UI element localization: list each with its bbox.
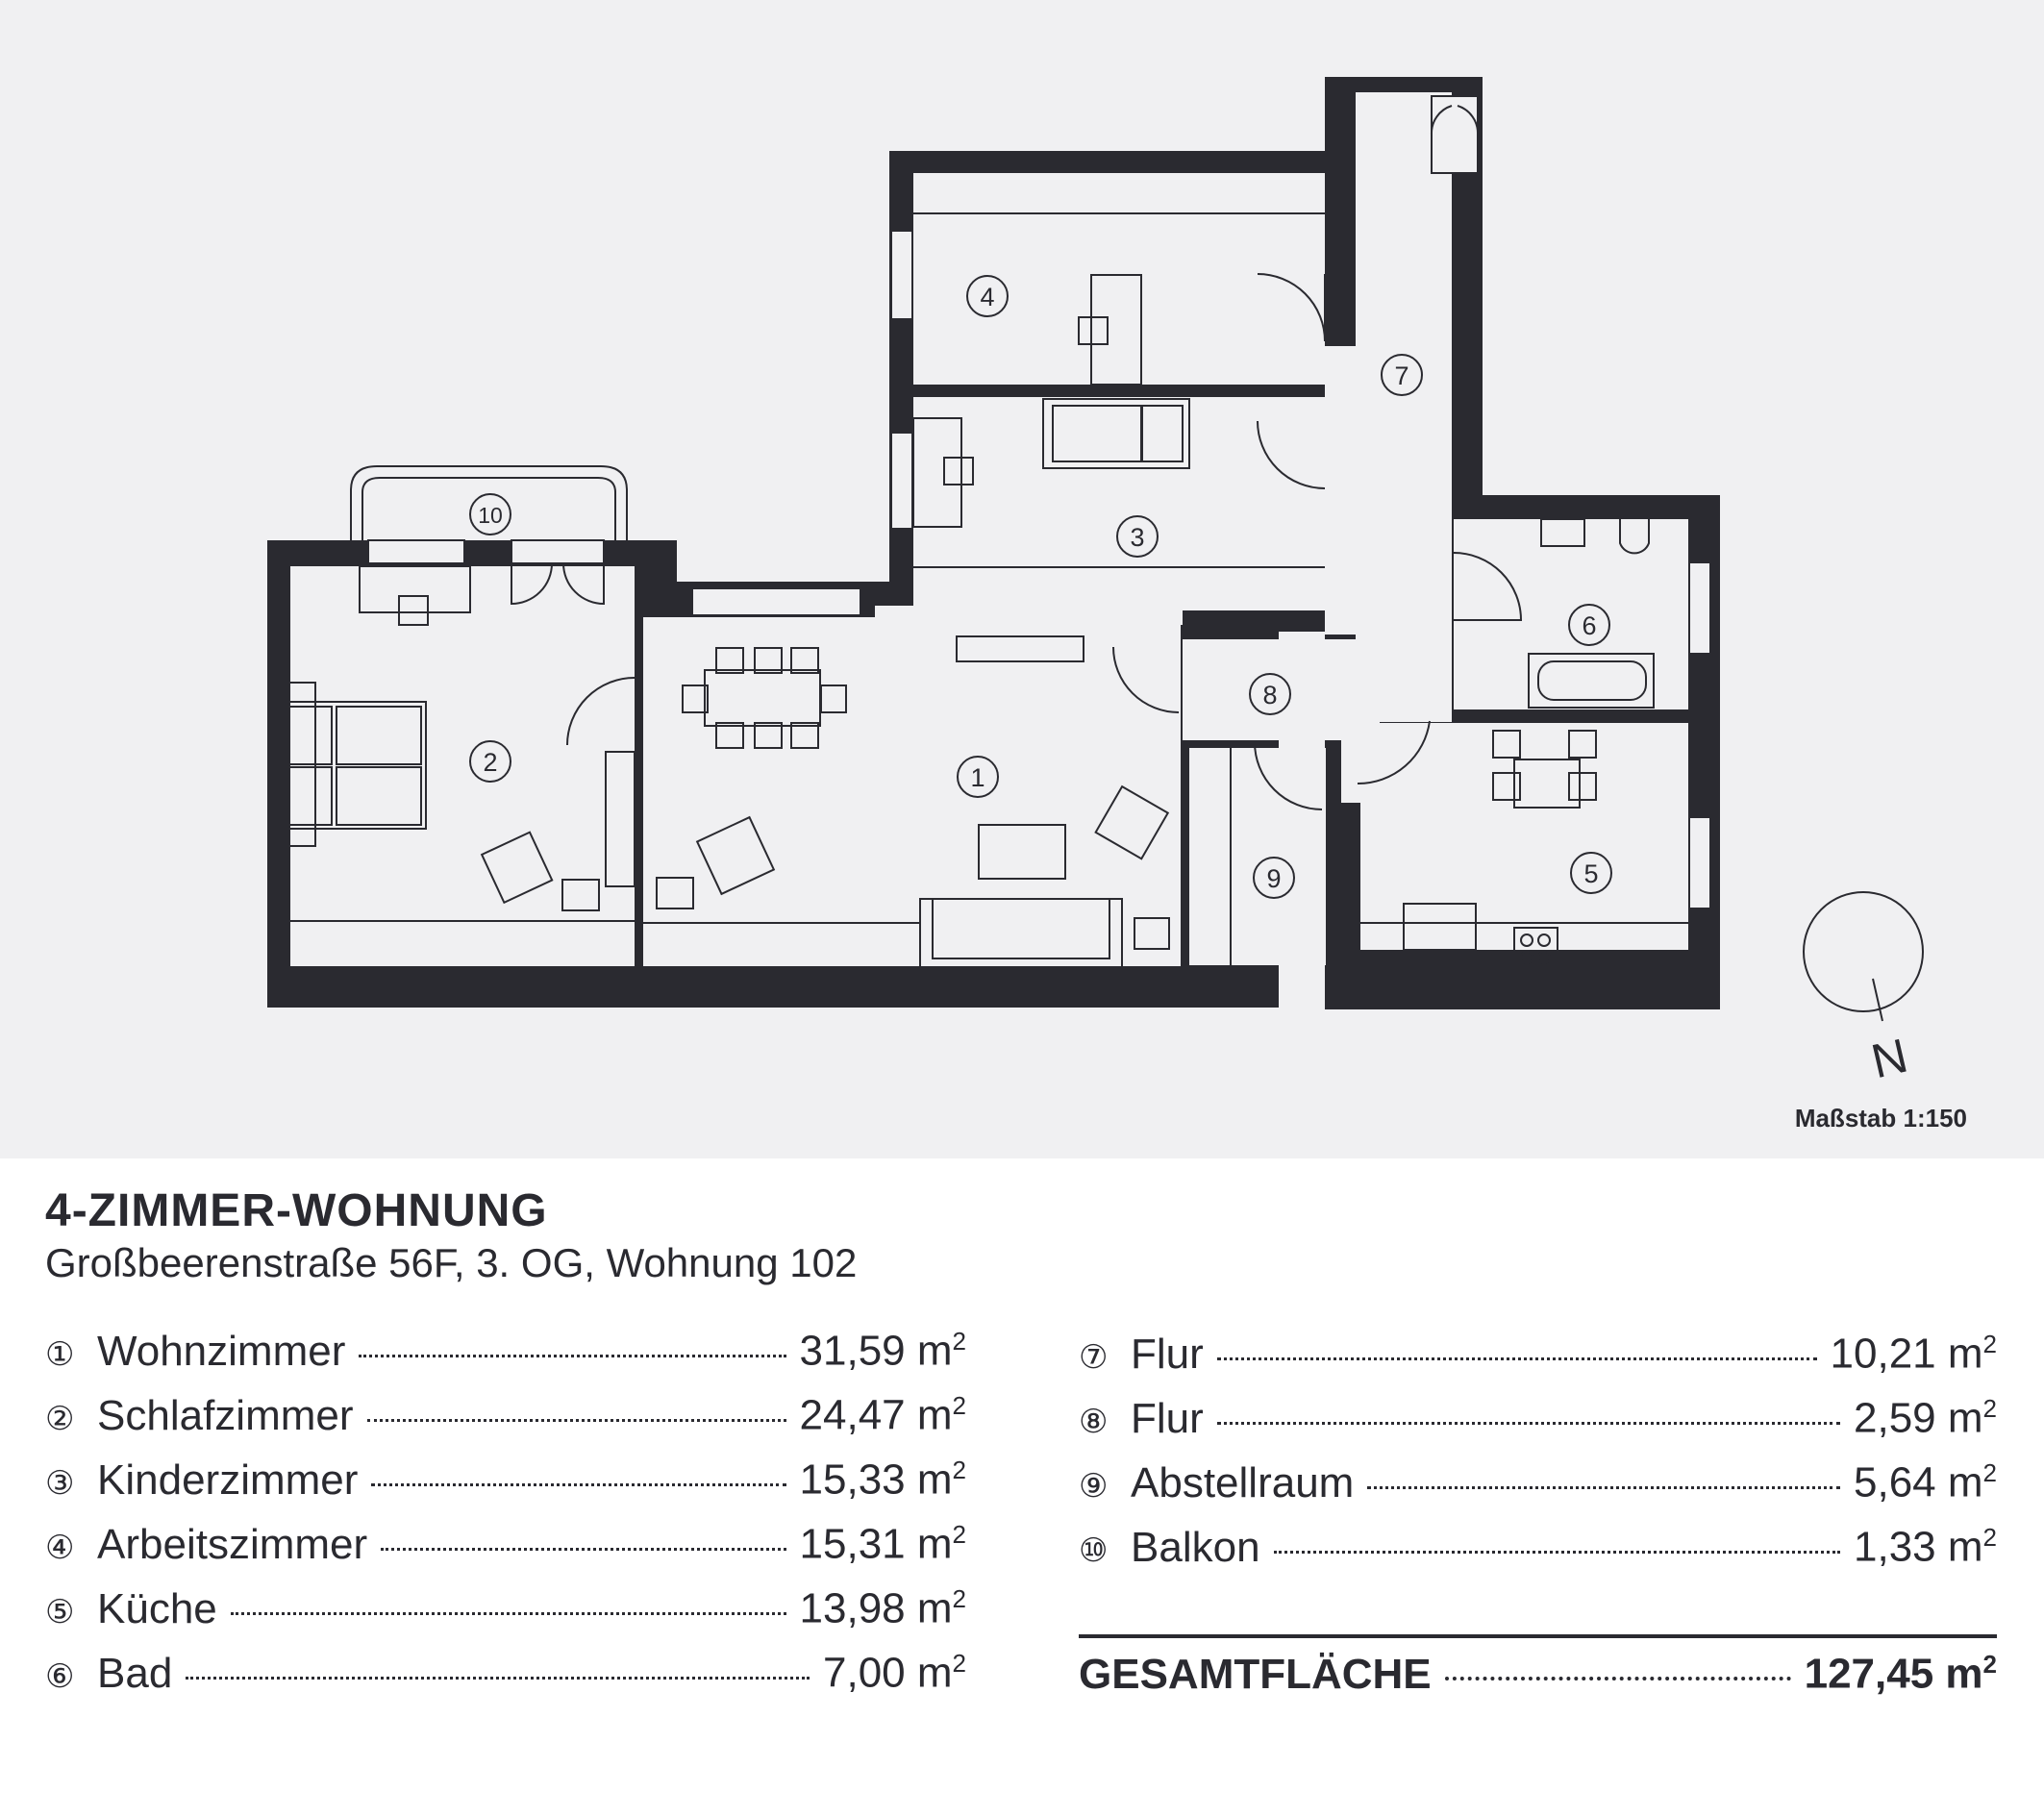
room-area: 2,59 $m^2$	[1854, 1394, 1997, 1442]
room-name: Bad	[97, 1649, 173, 1697]
room-name: Schlafzimmer	[97, 1391, 354, 1439]
dot-leader	[1217, 1422, 1840, 1425]
room-number: ⑤	[45, 1593, 75, 1630]
room-label-4: 4	[980, 283, 995, 311]
room-number: ②	[45, 1400, 75, 1437]
room-name: Flur	[1131, 1330, 1204, 1378]
room-number: ⑨	[1079, 1467, 1109, 1505]
room-number: ①	[45, 1335, 75, 1373]
total-divider	[1079, 1634, 1997, 1638]
dot-leader	[381, 1548, 785, 1551]
room-row	[45, 1520, 966, 1584]
room-area: 5,64 $m^2$	[1854, 1458, 1997, 1506]
room-area: 15,33 $m^2$	[799, 1456, 966, 1504]
total-label: GESAMTFLÄCHE	[1079, 1650, 1432, 1698]
room-row	[1079, 1458, 1997, 1523]
room-label-3: 3	[1130, 523, 1145, 552]
room-row	[45, 1584, 966, 1649]
dot-leader	[359, 1355, 785, 1357]
room-name: Arbeitszimmer	[97, 1520, 368, 1568]
room-number: ④	[45, 1529, 75, 1566]
room-number: ⑧	[1079, 1403, 1109, 1440]
page-title: 4-ZIMMER-WOHNUNG	[45, 1185, 548, 1236]
room-area: 24,47 $m^2$	[799, 1391, 966, 1439]
room-row	[45, 1456, 966, 1520]
dot-leader	[1217, 1357, 1817, 1360]
room-label-10: 10	[478, 503, 503, 528]
north-label: N	[1866, 1028, 1913, 1089]
room-row	[1079, 1523, 1997, 1587]
room-name: Kinderzimmer	[97, 1456, 359, 1504]
room-marker-10	[470, 494, 511, 535]
room-area: 7,00 $m^2$	[823, 1649, 966, 1697]
room-area: 15,31 $m^2$	[799, 1520, 966, 1568]
room-number: ③	[45, 1464, 75, 1502]
room-number: ⑥	[45, 1657, 75, 1695]
room-row	[1079, 1330, 1997, 1394]
room-row	[45, 1327, 966, 1391]
dot-leader	[1274, 1551, 1840, 1554]
address-subtitle: Großbeerenstraße 56F, 3. OG, Wohnung 102	[45, 1240, 858, 1285]
room-number: ⑩	[1079, 1531, 1109, 1569]
dot-leader	[231, 1612, 786, 1615]
room-row	[1079, 1394, 1997, 1458]
room-label-8: 8	[1262, 681, 1278, 709]
room-label-7: 7	[1394, 361, 1409, 390]
room-list-right	[1079, 1330, 1997, 1587]
room-name: Balkon	[1131, 1523, 1260, 1571]
dot-leader	[186, 1677, 810, 1680]
total-area: 127,45 $m^2$	[1804, 1650, 1997, 1698]
room-area: 13,98 $m^2$	[799, 1584, 966, 1632]
room-row	[45, 1391, 966, 1456]
room-label-1: 1	[970, 763, 985, 792]
room-area: 31,59 $m^2$	[799, 1327, 966, 1375]
room-area: 10,21 $m^2$	[1830, 1330, 1997, 1378]
room-name: Flur	[1131, 1394, 1204, 1442]
room-name: Abstellraum	[1131, 1458, 1355, 1506]
room-row	[45, 1649, 966, 1713]
room-number: ⑦	[1079, 1338, 1109, 1376]
room-list-left	[45, 1327, 966, 1713]
room-label-5: 5	[1583, 859, 1599, 888]
scale-label: Maßstab 1:150	[1794, 1104, 1967, 1133]
room-area: 1,33 $m^2$	[1854, 1523, 1997, 1571]
dot-leader	[367, 1419, 786, 1422]
north-arrow	[1804, 892, 1923, 1088]
dot-leader	[371, 1483, 785, 1486]
room-label-6: 6	[1582, 611, 1597, 640]
room-name: Wohnzimmer	[97, 1327, 346, 1375]
total-row	[1079, 1650, 1997, 1699]
room-name: Küche	[97, 1584, 217, 1632]
dot-leader	[1367, 1486, 1840, 1489]
room-label-9: 9	[1266, 864, 1282, 893]
room-label-2: 2	[483, 748, 498, 777]
dot-leader	[1445, 1677, 1791, 1680]
